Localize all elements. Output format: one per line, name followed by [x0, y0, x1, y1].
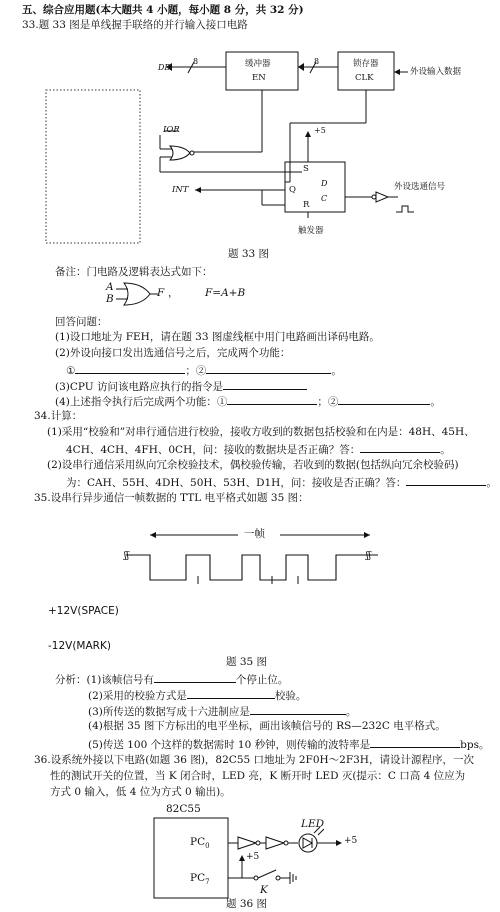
- chip-label: 82C55: [166, 803, 201, 815]
- pc0-sub: 0: [205, 842, 210, 851]
- q35-a4: (4)根据 35 图下方标出的电平坐标，画出该帧信号的 RS—232C 电平格式。: [88, 720, 446, 732]
- q35-a5-pre: (5)传送 100 个这样的数据需时 10 秒钟，则传输的波特率是: [88, 739, 371, 751]
- gate-comma: ，: [168, 287, 179, 299]
- q35-a1-post: 个停止位。: [235, 674, 289, 686]
- ff-s: S: [303, 164, 309, 174]
- pc7-sub: 7: [205, 878, 210, 887]
- q35-a3-pre: (3)所传送的数据写成十六进制应是: [88, 706, 250, 718]
- ff-r: R: [303, 200, 310, 210]
- pc7-text: PC: [190, 872, 206, 884]
- external-input-label: 外设输入数据: [410, 67, 462, 77]
- q34-head: 34.计算：: [34, 410, 83, 422]
- q34-p1-text: 4CH、4CH、4FH、0CH，问：接收的数据块是否正确？答：: [66, 444, 361, 456]
- buffer-2: [266, 837, 284, 849]
- q36-line3: 方式 0 输入，低 4 位为方式 0 输出)。: [50, 786, 231, 798]
- q34-p2-end: 。: [486, 477, 497, 489]
- ff-c: C: [321, 194, 328, 203]
- q34-p1-line1: (1)采用“校验和”对串行通信进行校验，接收方收到的数据包括校验和在内是：48H、45H、: [47, 426, 475, 438]
- q36-line1: 36.设系统外接以下电路(如题 36 图)，82C55 口地址为 2F0H～2F3H，请设计源程序，一次: [34, 754, 474, 766]
- svg-text:ʃʃ: ʃʃ: [366, 551, 371, 561]
- q35-a5-post: bps。: [460, 739, 490, 751]
- ff-q: Q: [289, 185, 296, 195]
- q33-p1: (1)设口地址为 FEH，请在题 33 图虚线框中用门电路画出译码电路。: [55, 331, 380, 343]
- q34-p2-text: 为：CAH、55H、4DH、50H、53H、D1H，问：接收是否正确？答：: [66, 477, 407, 489]
- answers-head: 回答问题：: [55, 316, 108, 328]
- pc0-label: [190, 836, 210, 853]
- int-label: INT: [172, 185, 189, 195]
- buffer-title: 缓冲器: [245, 59, 271, 69]
- flipflop-label: 触发器: [298, 226, 324, 236]
- led-label: LED: [301, 818, 325, 830]
- gate-expression: F=A+B: [205, 287, 246, 299]
- q33-p4a: (4)上述指令执行后完成两个功能：①: [55, 396, 228, 408]
- q35-a2-pre: (2)采用的校验方式是: [88, 690, 187, 702]
- gate-f: F: [157, 287, 165, 299]
- q33-stem: 33.题 33 图是单线握手联络的并行输入接口电路: [22, 19, 248, 31]
- led-symbol: [299, 834, 317, 852]
- q33-p2-end: 。: [331, 365, 342, 377]
- q34-p1-end: 。: [440, 444, 451, 456]
- buffer-1: [238, 837, 256, 849]
- q35-a1-pre: 分析：(1)该帧信号有: [55, 674, 154, 686]
- plus5-led: +5: [344, 836, 358, 846]
- gate-a: A: [106, 281, 114, 293]
- q35-stem: 35.设串行异步通信一帧数据的 TTL 电平格式如题 35 图：: [34, 492, 309, 504]
- buffer-en: EN: [252, 73, 266, 83]
- frame-label: 一帧: [244, 528, 265, 540]
- section-heading: 五、综合应用题(本大题共 4 小题，每小题 8 分，共 32 分): [22, 4, 304, 16]
- switch-k: [258, 870, 276, 878]
- latch-clk: CLK: [355, 73, 374, 83]
- latch-title: 锁存器: [353, 59, 379, 69]
- db-label: DB: [158, 63, 171, 72]
- q33-p3: (3)CPU 访问该电路应执行的指令是: [55, 381, 223, 393]
- plus5-switch: +5: [246, 852, 260, 862]
- ior-label: IOR: [163, 125, 180, 135]
- ff-d: D: [321, 179, 328, 188]
- q33-caption: 题 33 图: [228, 248, 270, 260]
- q33-p2-c2: ；②: [185, 365, 207, 377]
- q36-caption: 题 36 图: [226, 898, 268, 910]
- q33-p4b: ；②: [317, 396, 339, 408]
- gate-b: B: [106, 293, 114, 305]
- q33-p2: (2)外设向接口发出选通信号之后，完成两个功能：: [55, 347, 291, 359]
- q35-a2-post: 校验。: [274, 690, 307, 702]
- q35-a3-post: 。: [345, 706, 357, 718]
- strobe-label: 外设选通信号: [394, 182, 446, 192]
- pc7-label: [190, 872, 210, 889]
- q35-caption: 题 35 图: [226, 656, 268, 668]
- q33-p4-end: 。: [430, 396, 441, 408]
- plus5-label: +5: [314, 126, 326, 135]
- switch-k-label: K: [260, 884, 268, 896]
- space-label: +12V(SPACE): [48, 605, 119, 617]
- q33-p2-c1: ①: [66, 365, 76, 377]
- bus-width-b: 8: [314, 57, 320, 66]
- bus-width-a: 8: [193, 57, 199, 66]
- q36-line2: 性的测试开关的位置，当 K 闭合时，LED 亮，K 断开时 LED 灭(提示：C 口高 4 位应为: [50, 770, 466, 782]
- mark-label: -12V(MARK): [48, 640, 111, 652]
- svg-text:ʃʃ: ʃʃ: [124, 551, 129, 561]
- q34-p2-line1: (2)设串行通信采用纵向冗余校验技术，偶校验传输，若收到的数据(包括纵向冗余校验码): [47, 459, 459, 471]
- q33-note: 备注：门电路及逻辑表达式如下：: [55, 266, 213, 278]
- pc0-text: PC: [190, 836, 206, 848]
